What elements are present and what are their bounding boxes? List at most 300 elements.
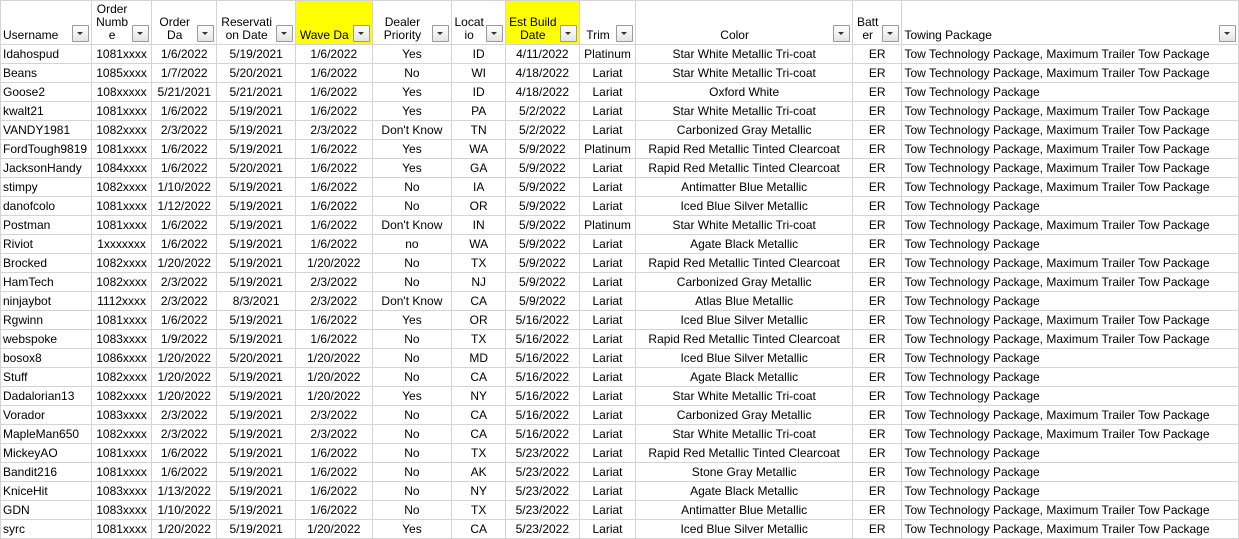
cell[interactable]: TX — [452, 501, 506, 520]
filter-dropdown-icon[interactable] — [276, 25, 293, 42]
cell[interactable]: Rapid Red Metallic Tinted Clearcoat — [636, 140, 852, 159]
cell[interactable]: 1081xxxx — [92, 520, 152, 539]
cell[interactable]: 5/16/2022 — [506, 425, 579, 444]
cell[interactable]: 2/3/2022 — [152, 406, 217, 425]
cell[interactable]: Tow Technology Package — [902, 349, 1239, 368]
cell[interactable]: 5/19/2021 — [217, 311, 296, 330]
cell[interactable]: ID — [452, 83, 506, 102]
cell[interactable]: 1/6/2022 — [295, 64, 372, 83]
cell[interactable]: Lariat — [579, 482, 636, 501]
cell[interactable]: ER — [852, 406, 902, 425]
cell[interactable]: CA — [452, 425, 506, 444]
cell[interactable]: 1081xxxx — [92, 45, 152, 64]
cell[interactable]: Tow Technology Package, Maximum Trailer Tow Package — [902, 501, 1239, 520]
cell[interactable]: 1/20/2022 — [295, 368, 372, 387]
cell[interactable]: 1xxxxxxx — [92, 235, 152, 254]
cell[interactable]: Goose2 — [1, 83, 92, 102]
cell[interactable]: 1081xxxx — [92, 102, 152, 121]
cell[interactable]: Lariat — [579, 121, 636, 140]
cell[interactable]: Carbonized Gray Metallic — [636, 121, 852, 140]
cell[interactable]: ID — [452, 45, 506, 64]
cell[interactable]: 1/6/2022 — [295, 501, 372, 520]
cell[interactable]: No — [372, 330, 452, 349]
cell[interactable]: Lariat — [579, 83, 636, 102]
cell[interactable]: 5/9/2022 — [506, 140, 579, 159]
cell[interactable]: Lariat — [579, 254, 636, 273]
cell[interactable]: 1085xxxx — [92, 64, 152, 83]
cell[interactable]: Bandit216 — [1, 463, 92, 482]
cell[interactable]: 5/9/2022 — [506, 235, 579, 254]
cell[interactable]: 1/20/2022 — [295, 254, 372, 273]
cell[interactable]: 4/18/2022 — [506, 64, 579, 83]
cell[interactable]: TX — [452, 254, 506, 273]
cell[interactable]: Lariat — [579, 197, 636, 216]
cell[interactable]: WA — [452, 235, 506, 254]
cell[interactable]: 5/20/2021 — [217, 159, 296, 178]
cell[interactable]: Agate Black Metallic — [636, 368, 852, 387]
cell[interactable]: Tow Technology Package, Maximum Trailer Tow Package — [902, 178, 1239, 197]
cell[interactable]: 1/6/2022 — [295, 140, 372, 159]
cell[interactable]: 1081xxxx — [92, 140, 152, 159]
cell[interactable]: 5/19/2021 — [217, 463, 296, 482]
cell[interactable]: Tow Technology Package — [902, 463, 1239, 482]
cell[interactable]: 5/19/2021 — [217, 197, 296, 216]
cell[interactable]: OR — [452, 197, 506, 216]
cell[interactable]: WI — [452, 64, 506, 83]
cell[interactable]: Tow Technology Package, Maximum Trailer Tow Package — [902, 102, 1239, 121]
cell[interactable]: 1081xxxx — [92, 216, 152, 235]
cell[interactable]: Don't Know — [372, 292, 452, 311]
cell[interactable]: 5/19/2021 — [217, 482, 296, 501]
cell[interactable]: PA — [452, 102, 506, 121]
cell[interactable]: ER — [852, 159, 902, 178]
cell[interactable]: 5/2/2022 — [506, 121, 579, 140]
cell[interactable]: 5/16/2022 — [506, 311, 579, 330]
cell[interactable]: ER — [852, 463, 902, 482]
cell[interactable]: Tow Technology Package, Maximum Trailer Tow Package — [902, 425, 1239, 444]
cell[interactable]: Agate Black Metallic — [636, 235, 852, 254]
cell[interactable]: webspoke — [1, 330, 92, 349]
cell[interactable]: ER — [852, 520, 902, 539]
cell[interactable]: ER — [852, 368, 902, 387]
cell[interactable]: Lariat — [579, 330, 636, 349]
cell[interactable]: 5/19/2021 — [217, 235, 296, 254]
cell[interactable]: ER — [852, 425, 902, 444]
cell[interactable]: 1/10/2022 — [152, 501, 217, 520]
cell[interactable]: 1/6/2022 — [152, 235, 217, 254]
cell[interactable]: 1/20/2022 — [152, 349, 217, 368]
filter-dropdown-icon[interactable] — [432, 25, 449, 42]
cell[interactable]: Tow Technology Package, Maximum Trailer Tow Package — [902, 216, 1239, 235]
cell[interactable]: 1081xxxx — [92, 197, 152, 216]
cell[interactable]: ER — [852, 292, 902, 311]
cell[interactable]: Iced Blue Silver Metallic — [636, 349, 852, 368]
cell[interactable]: 5/19/2021 — [217, 520, 296, 539]
cell[interactable]: Tow Technology Package, Maximum Trailer Tow Package — [902, 45, 1239, 64]
cell[interactable]: 5/23/2022 — [506, 482, 579, 501]
cell[interactable]: 2/3/2022 — [152, 121, 217, 140]
cell[interactable]: ER — [852, 216, 902, 235]
cell[interactable]: 1/20/2022 — [152, 520, 217, 539]
cell[interactable]: 1112xxxx — [92, 292, 152, 311]
cell[interactable]: Tow Technology Package, Maximum Trailer Tow Package — [902, 330, 1239, 349]
cell[interactable]: Antimatter Blue Metallic — [636, 501, 852, 520]
cell[interactable]: stimpy — [1, 178, 92, 197]
cell[interactable]: 1/6/2022 — [295, 197, 372, 216]
column-header-dealer-priority[interactable] — [372, 1, 452, 45]
cell[interactable]: Rapid Red Metallic Tinted Clearcoat — [636, 254, 852, 273]
cell[interactable]: No — [372, 463, 452, 482]
cell[interactable]: Yes — [372, 159, 452, 178]
cell[interactable]: 1/7/2022 — [152, 64, 217, 83]
column-header-trim[interactable] — [579, 1, 636, 45]
cell[interactable]: No — [372, 64, 452, 83]
cell[interactable]: No — [372, 197, 452, 216]
cell[interactable]: Rapid Red Metallic Tinted Clearcoat — [636, 444, 852, 463]
cell[interactable]: ER — [852, 273, 902, 292]
cell[interactable]: 5/21/2021 — [152, 83, 217, 102]
cell[interactable]: Lariat — [579, 292, 636, 311]
cell[interactable]: Tow Technology Package — [902, 444, 1239, 463]
cell[interactable]: CA — [452, 406, 506, 425]
cell[interactable]: 1/6/2022 — [295, 330, 372, 349]
cell[interactable]: 1086xxxx — [92, 349, 152, 368]
cell[interactable]: Lariat — [579, 520, 636, 539]
cell[interactable]: Tow Technology Package — [902, 197, 1239, 216]
cell[interactable]: 1/6/2022 — [295, 235, 372, 254]
column-header-reservation-date[interactable] — [217, 1, 296, 45]
cell[interactable]: Lariat — [579, 463, 636, 482]
filter-dropdown-icon[interactable] — [1219, 25, 1236, 42]
cell[interactable]: 1/6/2022 — [295, 178, 372, 197]
cell[interactable]: ER — [852, 330, 902, 349]
cell[interactable]: Tow Technology Package, Maximum Trailer Tow Package — [902, 159, 1239, 178]
cell[interactable]: ER — [852, 444, 902, 463]
cell[interactable]: 5/19/2021 — [217, 254, 296, 273]
cell[interactable]: ER — [852, 64, 902, 83]
cell[interactable]: syrc — [1, 520, 92, 539]
cell[interactable]: Don't Know — [372, 216, 452, 235]
cell[interactable]: Tow Technology Package — [902, 83, 1239, 102]
cell[interactable]: 5/19/2021 — [217, 216, 296, 235]
cell[interactable]: 1/6/2022 — [295, 216, 372, 235]
cell[interactable]: 5/20/2021 — [217, 349, 296, 368]
cell[interactable]: Platinum — [579, 140, 636, 159]
cell[interactable]: Atlas Blue Metallic — [636, 292, 852, 311]
column-header-est-build-date[interactable] — [506, 1, 579, 45]
cell[interactable]: Platinum — [579, 216, 636, 235]
cell[interactable]: CA — [452, 368, 506, 387]
cell[interactable]: 2/3/2022 — [152, 425, 217, 444]
cell[interactable]: ER — [852, 140, 902, 159]
cell[interactable]: 4/11/2022 — [506, 45, 579, 64]
cell[interactable]: 1082xxxx — [92, 425, 152, 444]
cell[interactable]: 4/18/2022 — [506, 83, 579, 102]
cell[interactable]: Star White Metallic Tri-coat — [636, 102, 852, 121]
cell[interactable]: No — [372, 406, 452, 425]
cell[interactable]: 5/20/2021 — [217, 64, 296, 83]
cell[interactable]: 5/19/2021 — [217, 273, 296, 292]
cell[interactable]: 1/20/2022 — [295, 520, 372, 539]
cell[interactable]: Yes — [372, 45, 452, 64]
cell[interactable]: Rgwinn — [1, 311, 92, 330]
cell[interactable]: Tow Technology Package — [902, 387, 1239, 406]
cell[interactable]: 5/23/2022 — [506, 463, 579, 482]
cell[interactable]: 5/16/2022 — [506, 406, 579, 425]
cell[interactable]: AK — [452, 463, 506, 482]
cell[interactable]: 5/19/2021 — [217, 368, 296, 387]
cell[interactable]: Lariat — [579, 349, 636, 368]
cell[interactable]: OR — [452, 311, 506, 330]
cell[interactable]: JacksonHandy — [1, 159, 92, 178]
cell[interactable]: Tow Technology Package, Maximum Trailer Tow Package — [902, 64, 1239, 83]
cell[interactable]: 1/6/2022 — [152, 311, 217, 330]
cell[interactable]: 1/6/2022 — [152, 102, 217, 121]
cell[interactable]: 1084xxxx — [92, 159, 152, 178]
cell[interactable]: Lariat — [579, 368, 636, 387]
cell[interactable]: VANDY1981 — [1, 121, 92, 140]
cell[interactable]: ninjaybot — [1, 292, 92, 311]
cell[interactable]: 5/23/2022 — [506, 501, 579, 520]
cell[interactable]: 1/6/2022 — [295, 45, 372, 64]
cell[interactable]: 1/20/2022 — [152, 387, 217, 406]
cell[interactable]: 5/19/2021 — [217, 330, 296, 349]
cell[interactable]: NY — [452, 482, 506, 501]
cell[interactable]: Brocked — [1, 254, 92, 273]
cell[interactable]: Stuff — [1, 368, 92, 387]
cell[interactable]: 2/3/2022 — [152, 292, 217, 311]
cell[interactable]: 1082xxxx — [92, 273, 152, 292]
cell[interactable]: Yes — [372, 140, 452, 159]
cell[interactable]: 1/6/2022 — [295, 444, 372, 463]
cell[interactable]: Tow Technology Package, Maximum Trailer Tow Package — [902, 520, 1239, 539]
cell[interactable]: 5/9/2022 — [506, 159, 579, 178]
cell[interactable]: ER — [852, 178, 902, 197]
cell[interactable]: 1/9/2022 — [152, 330, 217, 349]
filter-dropdown-icon[interactable] — [882, 25, 899, 42]
cell[interactable]: 1/12/2022 — [152, 197, 217, 216]
cell[interactable]: MickeyAO — [1, 444, 92, 463]
cell[interactable]: NJ — [452, 273, 506, 292]
cell[interactable]: Iced Blue Silver Metallic — [636, 520, 852, 539]
cell[interactable]: Yes — [372, 520, 452, 539]
cell[interactable]: Antimatter Blue Metallic — [636, 178, 852, 197]
cell[interactable]: FordTough9819 — [1, 140, 92, 159]
cell[interactable]: Platinum — [579, 45, 636, 64]
cell[interactable]: 5/19/2021 — [217, 102, 296, 121]
cell[interactable]: 1/6/2022 — [295, 83, 372, 102]
cell[interactable]: HamTech — [1, 273, 92, 292]
cell[interactable]: 1081xxxx — [92, 311, 152, 330]
cell[interactable]: 5/9/2022 — [506, 292, 579, 311]
filter-dropdown-icon[interactable] — [197, 25, 214, 42]
cell[interactable]: ER — [852, 501, 902, 520]
cell[interactable]: 1/6/2022 — [152, 216, 217, 235]
cell[interactable]: Lariat — [579, 235, 636, 254]
cell[interactable]: 1/6/2022 — [152, 159, 217, 178]
cell[interactable]: 1/10/2022 — [152, 178, 217, 197]
cell[interactable]: Vorador — [1, 406, 92, 425]
cell[interactable]: Tow Technology Package, Maximum Trailer Tow Package — [902, 121, 1239, 140]
cell[interactable]: Yes — [372, 83, 452, 102]
cell[interactable]: Tow Technology Package, Maximum Trailer Tow Package — [902, 273, 1239, 292]
cell[interactable]: 5/19/2021 — [217, 140, 296, 159]
cell[interactable]: No — [372, 349, 452, 368]
cell[interactable]: Lariat — [579, 159, 636, 178]
cell[interactable]: 1082xxxx — [92, 254, 152, 273]
cell[interactable]: Lariat — [579, 102, 636, 121]
cell[interactable]: 1/20/2022 — [152, 254, 217, 273]
cell[interactable]: GA — [452, 159, 506, 178]
cell[interactable]: Star White Metallic Tri-coat — [636, 45, 852, 64]
cell[interactable]: 2/3/2022 — [295, 273, 372, 292]
cell[interactable]: 2/3/2022 — [295, 292, 372, 311]
cell[interactable]: Beans — [1, 64, 92, 83]
column-header-towing-package[interactable] — [902, 1, 1239, 45]
cell[interactable]: No — [372, 482, 452, 501]
cell[interactable]: 2/3/2022 — [152, 273, 217, 292]
cell[interactable]: 2/3/2022 — [295, 425, 372, 444]
cell[interactable]: Lariat — [579, 501, 636, 520]
cell[interactable]: 5/9/2022 — [506, 254, 579, 273]
cell[interactable]: No — [372, 273, 452, 292]
cell[interactable]: Dadalorian13 — [1, 387, 92, 406]
cell[interactable]: Star White Metallic Tri-coat — [636, 387, 852, 406]
cell[interactable]: danofcolo — [1, 197, 92, 216]
cell[interactable]: 5/19/2021 — [217, 425, 296, 444]
cell[interactable]: ER — [852, 482, 902, 501]
cell[interactable]: Oxford White — [636, 83, 852, 102]
cell[interactable]: ER — [852, 235, 902, 254]
cell[interactable]: Don't Know — [372, 121, 452, 140]
cell[interactable]: Lariat — [579, 425, 636, 444]
cell[interactable]: Iced Blue Silver Metallic — [636, 311, 852, 330]
cell[interactable]: ER — [852, 83, 902, 102]
cell[interactable]: Tow Technology Package, Maximum Trailer Tow Package — [902, 140, 1239, 159]
cell[interactable]: 1081xxxx — [92, 444, 152, 463]
cell[interactable]: MD — [452, 349, 506, 368]
cell[interactable]: Carbonized Gray Metallic — [636, 406, 852, 425]
cell[interactable]: 5/9/2022 — [506, 178, 579, 197]
cell[interactable]: GDN — [1, 501, 92, 520]
cell[interactable]: Lariat — [579, 311, 636, 330]
cell[interactable]: 5/19/2021 — [217, 501, 296, 520]
cell[interactable]: Yes — [372, 387, 452, 406]
cell[interactable]: IA — [452, 178, 506, 197]
cell[interactable]: 5/19/2021 — [217, 387, 296, 406]
filter-dropdown-icon[interactable] — [353, 25, 370, 42]
cell[interactable]: Yes — [372, 311, 452, 330]
cell[interactable]: 1/6/2022 — [295, 482, 372, 501]
cell[interactable]: 5/9/2022 — [506, 197, 579, 216]
cell[interactable]: No — [372, 178, 452, 197]
cell[interactable]: 1/6/2022 — [295, 159, 372, 178]
cell[interactable]: Riviot — [1, 235, 92, 254]
cell[interactable]: Tow Technology Package — [902, 235, 1239, 254]
column-header-order-da[interactable] — [152, 1, 217, 45]
filter-dropdown-icon[interactable] — [132, 25, 149, 42]
cell[interactable]: 1/6/2022 — [152, 140, 217, 159]
cell[interactable]: 5/16/2022 — [506, 368, 579, 387]
cell[interactable]: 1/6/2022 — [295, 311, 372, 330]
cell[interactable]: 5/19/2021 — [217, 178, 296, 197]
cell[interactable]: 8/3/2021 — [217, 292, 296, 311]
cell[interactable]: CA — [452, 520, 506, 539]
cell[interactable]: Rapid Red Metallic Tinted Clearcoat — [636, 159, 852, 178]
cell[interactable]: Agate Black Metallic — [636, 482, 852, 501]
cell[interactable]: 1/20/2022 — [152, 368, 217, 387]
column-header-color[interactable] — [636, 1, 852, 45]
cell[interactable]: 1/6/2022 — [152, 45, 217, 64]
cell[interactable]: ER — [852, 102, 902, 121]
cell[interactable]: CA — [452, 292, 506, 311]
cell[interactable]: ER — [852, 349, 902, 368]
cell[interactable]: Lariat — [579, 406, 636, 425]
cell[interactable]: 1083xxxx — [92, 482, 152, 501]
filter-dropdown-icon[interactable] — [616, 25, 633, 42]
cell[interactable]: 1082xxxx — [92, 368, 152, 387]
cell[interactable]: Idahospud — [1, 45, 92, 64]
cell[interactable]: Postman — [1, 216, 92, 235]
cell[interactable]: 5/9/2022 — [506, 216, 579, 235]
column-header-batter[interactable] — [852, 1, 902, 45]
cell[interactable]: 5/23/2022 — [506, 520, 579, 539]
cell[interactable]: 1083xxxx — [92, 330, 152, 349]
cell[interactable]: 1/13/2022 — [152, 482, 217, 501]
cell[interactable]: KniceHit — [1, 482, 92, 501]
cell[interactable]: Lariat — [579, 273, 636, 292]
cell[interactable]: 1082xxxx — [92, 121, 152, 140]
cell[interactable]: 5/16/2022 — [506, 349, 579, 368]
cell[interactable]: 1083xxxx — [92, 501, 152, 520]
filter-dropdown-icon[interactable] — [833, 25, 850, 42]
cell[interactable]: Star White Metallic Tri-coat — [636, 425, 852, 444]
cell[interactable]: MapleMan650 — [1, 425, 92, 444]
cell[interactable]: No — [372, 368, 452, 387]
column-header-wave-da[interactable] — [295, 1, 372, 45]
cell[interactable]: IN — [452, 216, 506, 235]
cell[interactable]: 5/19/2021 — [217, 121, 296, 140]
cell[interactable]: Lariat — [579, 387, 636, 406]
filter-dropdown-icon[interactable] — [72, 25, 89, 42]
column-header-username[interactable] — [1, 1, 92, 45]
cell[interactable]: ER — [852, 45, 902, 64]
cell[interactable]: ER — [852, 197, 902, 216]
cell[interactable]: 1/20/2022 — [295, 349, 372, 368]
cell[interactable]: Yes — [372, 102, 452, 121]
cell[interactable]: 1082xxxx — [92, 387, 152, 406]
cell[interactable]: 1081xxxx — [92, 463, 152, 482]
cell[interactable]: Stone Gray Metallic — [636, 463, 852, 482]
cell[interactable]: TX — [452, 444, 506, 463]
cell[interactable]: Rapid Red Metallic Tinted Clearcoat — [636, 330, 852, 349]
cell[interactable]: 1/6/2022 — [152, 444, 217, 463]
cell[interactable]: 5/19/2021 — [217, 406, 296, 425]
cell[interactable]: Tow Technology Package — [902, 368, 1239, 387]
cell[interactable]: ER — [852, 121, 902, 140]
cell[interactable]: 1/6/2022 — [152, 463, 217, 482]
cell[interactable]: 5/19/2021 — [217, 45, 296, 64]
column-header-order-numbe[interactable] — [92, 1, 152, 45]
cell[interactable]: 1/6/2022 — [295, 463, 372, 482]
cell[interactable]: ER — [852, 311, 902, 330]
cell[interactable]: 5/9/2022 — [506, 273, 579, 292]
cell[interactable]: bosox8 — [1, 349, 92, 368]
cell[interactable]: 5/2/2022 — [506, 102, 579, 121]
cell[interactable]: Lariat — [579, 178, 636, 197]
cell[interactable]: 1082xxxx — [92, 178, 152, 197]
cell[interactable]: No — [372, 425, 452, 444]
